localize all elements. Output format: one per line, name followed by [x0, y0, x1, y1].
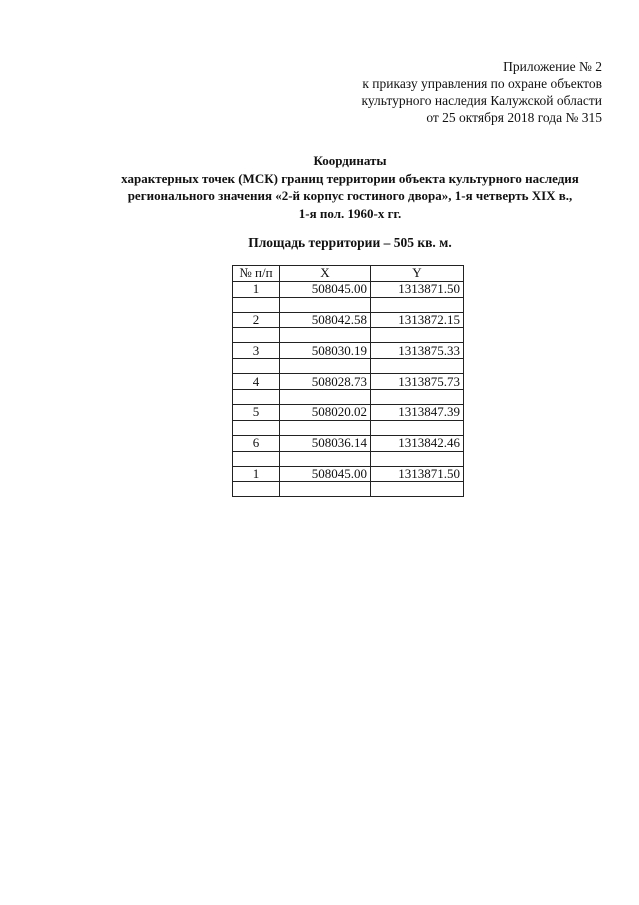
cell-empty [371, 420, 464, 435]
table-row-blank [233, 389, 464, 404]
cell-number: 5 [233, 404, 280, 420]
cell-number: 2 [233, 312, 280, 328]
cell-x: 508020.02 [280, 404, 371, 420]
territory-area: Площадь территории – 505 кв. м. [248, 235, 452, 250]
appendix-line-1: Приложение № 2 [503, 59, 602, 74]
appendix-header [361, 58, 602, 126]
table-row [233, 343, 464, 359]
cell-x: 508042.58 [280, 312, 371, 328]
cell-x: 508036.14 [280, 435, 371, 451]
cell-empty [280, 420, 371, 435]
cell-empty [280, 297, 371, 312]
cell-empty [233, 297, 280, 312]
header-x: X [280, 266, 371, 282]
cell-y: 1313875.33 [371, 343, 464, 359]
table-row [233, 312, 464, 328]
cell-empty [371, 359, 464, 374]
header-y: Y [371, 266, 464, 282]
cell-empty [280, 482, 371, 497]
appendix-line-2: к приказу управления по охране объектов [362, 76, 602, 91]
cell-empty [233, 359, 280, 374]
cell-x: 508045.00 [280, 281, 371, 297]
title-line-4: 1-я пол. 1960-х гг. [298, 205, 402, 221]
cell-empty [233, 420, 280, 435]
table-row-blank [233, 451, 464, 466]
appendix-line-4: от 25 октября 2018 года № 315 [426, 110, 602, 125]
cell-number: 3 [233, 343, 280, 359]
document-title [60, 152, 639, 222]
table-row-blank [233, 359, 464, 374]
header-number: № п/п [233, 266, 280, 282]
table-header-row [233, 266, 464, 282]
cell-y: 1313875.73 [371, 374, 464, 390]
cell-empty [233, 451, 280, 466]
coordinates-table [232, 265, 464, 497]
cell-empty [280, 328, 371, 343]
cell-empty [233, 328, 280, 343]
cell-x: 508028.73 [280, 374, 371, 390]
cell-x: 508045.00 [280, 466, 371, 482]
table-row [233, 374, 464, 390]
table-row-blank [233, 420, 464, 435]
cell-y: 1313872.15 [371, 312, 464, 328]
cell-x: 508030.19 [280, 343, 371, 359]
table-row [233, 404, 464, 420]
cell-number: 6 [233, 435, 280, 451]
cell-empty [280, 359, 371, 374]
title-line-2: характерных точек (МСК) границ территории объекта культурного наследия [121, 170, 579, 186]
table-row-blank [233, 328, 464, 343]
cell-y: 1313871.50 [371, 281, 464, 297]
cell-empty [280, 389, 371, 404]
cell-y: 1313847.39 [371, 404, 464, 420]
table-row-blank [233, 482, 464, 497]
table-row [233, 435, 464, 451]
table-row-blank [233, 297, 464, 312]
table-row [233, 281, 464, 297]
table-row [233, 466, 464, 482]
cell-empty [371, 482, 464, 497]
cell-empty [280, 451, 371, 466]
cell-y: 1313842.46 [371, 435, 464, 451]
cell-empty [371, 451, 464, 466]
appendix-line-3: культурного наследия Калужской области [361, 93, 602, 108]
title-line-1: Координаты [313, 153, 387, 168]
cell-empty [371, 389, 464, 404]
cell-y: 1313871.50 [371, 466, 464, 482]
cell-empty [371, 328, 464, 343]
cell-number: 4 [233, 374, 280, 390]
cell-number: 1 [233, 466, 280, 482]
cell-empty [233, 482, 280, 497]
cell-empty [233, 389, 280, 404]
title-line-3: регионального значения «2-й корпус гостиного двора», 1-я четверть XIX в., [127, 188, 573, 203]
cell-empty [371, 297, 464, 312]
cell-number: 1 [233, 281, 280, 297]
